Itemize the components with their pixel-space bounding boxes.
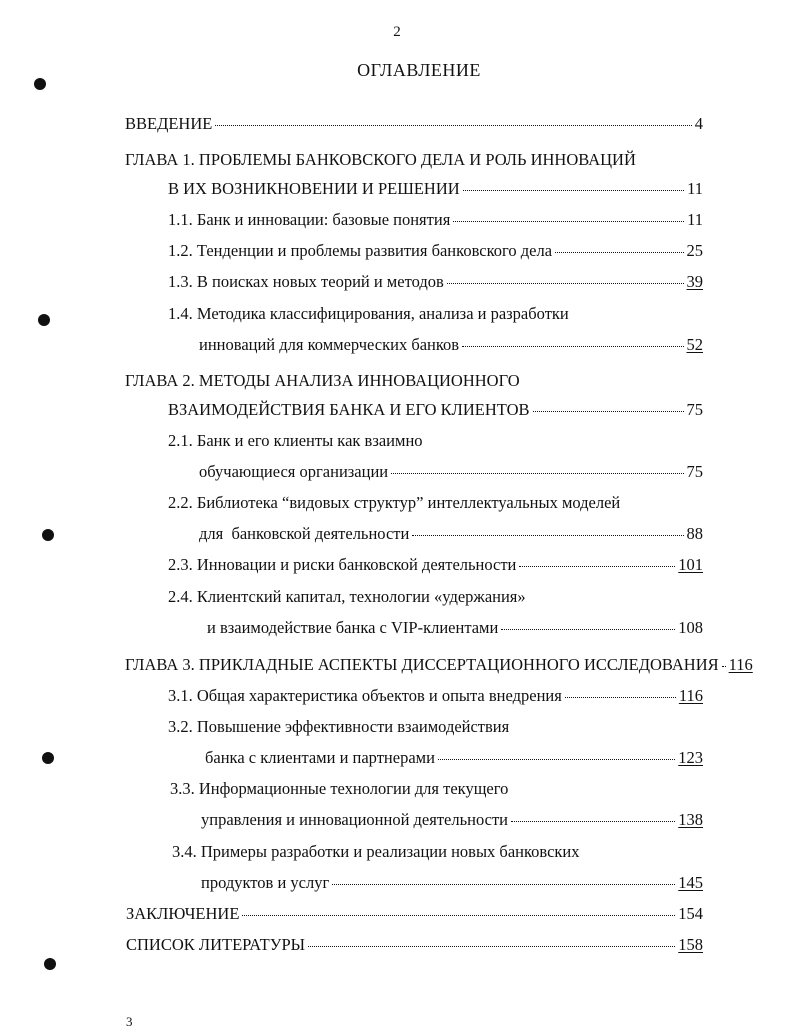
toc-entry-page: 116 bbox=[728, 655, 753, 674]
toc-entry-page: 52 bbox=[686, 335, 703, 354]
toc-entry[interactable] bbox=[125, 114, 703, 136]
toc-entry-label: обучающиеся организации bbox=[199, 462, 389, 481]
toc-entry-label: 3.2. Повышение эффективности взаимодействия bbox=[168, 717, 510, 736]
toc-entry[interactable] bbox=[199, 524, 703, 546]
toc-entry[interactable] bbox=[199, 462, 703, 484]
dot-leader bbox=[555, 252, 683, 253]
toc-entry-page: 154 bbox=[678, 904, 703, 923]
toc-entry[interactable] bbox=[199, 335, 703, 357]
dot-leader bbox=[447, 283, 684, 284]
toc-entry-label: банка с клиентами и партнерами bbox=[205, 748, 435, 767]
dot-leader bbox=[533, 411, 684, 412]
toc-entry[interactable] bbox=[168, 241, 703, 263]
toc-entry-page: 101 bbox=[678, 555, 703, 574]
toc-entry-label: ВВЕДЕНИЕ bbox=[125, 114, 213, 133]
toc-entry bbox=[125, 371, 520, 393]
toc-entry-page: 11 bbox=[687, 210, 703, 229]
toc-entry-label: 1.2. Тенденции и проблемы развития банковского дела bbox=[168, 241, 553, 260]
toc-entry[interactable] bbox=[168, 210, 703, 232]
punch-hole bbox=[42, 752, 54, 764]
toc-entry bbox=[125, 150, 636, 172]
toc-entry bbox=[170, 779, 508, 801]
toc-entry-label: 1.3. В поисках новых теорий и методов bbox=[168, 272, 444, 291]
toc-entry-page: 116 bbox=[678, 686, 703, 705]
dot-leader bbox=[722, 666, 726, 667]
toc-entry-page: 145 bbox=[678, 873, 703, 892]
toc-entry-label: управления и инновационной деятельности bbox=[201, 810, 508, 829]
toc-entry-label: 3.1. Общая характеристика объектов и опыта внедрения bbox=[168, 686, 562, 705]
dot-leader bbox=[511, 821, 675, 822]
toc-entry-label: инноваций для коммерческих банков bbox=[199, 335, 460, 354]
toc-entry-page: 138 bbox=[678, 810, 703, 829]
toc-entry bbox=[168, 431, 423, 453]
toc-entry-page: 11 bbox=[687, 179, 703, 198]
toc-entry-label: ВЗАИМОДЕЙСТВИЯ БАНКА И ЕГО КЛИЕНТОВ bbox=[168, 400, 530, 419]
dot-leader bbox=[463, 190, 684, 191]
toc-entry-label: ГЛАВА 3. ПРИКЛАДНЫЕ АСПЕКТЫ ДИССЕРТАЦИОННОГО ИССЛЕДОВАНИЯ bbox=[125, 655, 719, 674]
next-page-number: 3 bbox=[126, 1014, 133, 1029]
toc-entry-page: 4 bbox=[694, 114, 703, 133]
toc-entry[interactable] bbox=[205, 748, 703, 770]
dot-leader bbox=[242, 915, 675, 916]
toc-entry-label: 1.4. Методика классифицирования, анализа и разработки bbox=[168, 304, 569, 323]
toc-entry-page: 88 bbox=[686, 524, 703, 543]
toc-entry[interactable] bbox=[168, 400, 703, 422]
page-number: 2 bbox=[393, 24, 401, 40]
toc-entry-page: 75 bbox=[686, 400, 703, 419]
toc-entry-label: для банковской деятельности bbox=[199, 524, 410, 543]
toc-entry-label: ГЛАВА 1. ПРОБЛЕМЫ БАНКОВСКОГО ДЕЛА И РОЛЬ ИННОВАЦИЙ bbox=[125, 150, 636, 169]
dot-leader bbox=[308, 946, 675, 947]
toc-entry bbox=[168, 493, 620, 515]
toc-entry-label: ЗАКЛЮЧЕНИЕ bbox=[126, 904, 240, 923]
dot-leader bbox=[453, 221, 684, 222]
toc-entry[interactable] bbox=[201, 873, 703, 895]
toc-entry-page: 158 bbox=[678, 935, 703, 954]
toc-entry bbox=[172, 842, 580, 864]
toc-entry-label: 1.1. Банк и инновации: базовые понятия bbox=[168, 210, 451, 229]
toc-entry-page: 25 bbox=[686, 241, 703, 260]
dot-leader bbox=[438, 759, 675, 760]
toc-entry bbox=[168, 717, 509, 739]
toc-entry[interactable] bbox=[125, 655, 753, 677]
toc-entry[interactable] bbox=[168, 272, 703, 294]
toc-entry bbox=[168, 304, 569, 326]
toc-entry-page: 75 bbox=[686, 462, 703, 481]
toc-entry-label: 2.3. Инновации и риски банковской деятельности bbox=[168, 555, 517, 574]
punch-hole bbox=[38, 314, 50, 326]
toc-entry-label: 2.2. Библиотека “видовых структур” интеллектуальных моделей bbox=[168, 493, 621, 512]
toc-entry-label: продуктов и услуг bbox=[201, 873, 330, 892]
toc-entry-label: СПИСОК ЛИТЕРАТУРЫ bbox=[126, 935, 306, 954]
toc-entry[interactable] bbox=[126, 935, 703, 957]
toc-entry-label: 3.3. Информационные технологии для текущего bbox=[170, 779, 509, 798]
dot-leader bbox=[462, 346, 683, 347]
punch-hole bbox=[34, 78, 46, 90]
toc-entry-label: и взаимодействие банка с VIP-клиентами bbox=[207, 618, 499, 637]
toc-entry-page: 123 bbox=[678, 748, 703, 767]
dot-leader bbox=[565, 697, 676, 698]
toc-entry[interactable] bbox=[168, 179, 703, 201]
toc-entry-label: ГЛАВА 2. МЕТОДЫ АНАЛИЗА ИННОВАЦИОННОГО bbox=[125, 371, 520, 390]
dot-leader bbox=[501, 629, 675, 630]
toc-entry-label: 2.1. Банк и его клиенты как взаимно bbox=[168, 431, 423, 450]
punch-hole bbox=[42, 529, 54, 541]
dot-leader bbox=[332, 884, 675, 885]
dot-leader bbox=[519, 566, 675, 567]
toc-entry-page: 39 bbox=[686, 272, 703, 291]
punch-hole bbox=[44, 958, 56, 970]
toc-entry-page: 108 bbox=[678, 618, 703, 637]
toc-entry[interactable] bbox=[126, 904, 703, 926]
toc-entry[interactable] bbox=[168, 686, 703, 708]
dot-leader bbox=[215, 125, 691, 126]
toc-entry-label: 3.4. Примеры разработки и реализации новых банковских bbox=[172, 842, 580, 861]
toc-entry[interactable] bbox=[168, 555, 703, 577]
dot-leader bbox=[391, 473, 683, 474]
toc-entry-label: 2.4. Клиентский капитал, технологии «удержания» bbox=[168, 587, 526, 606]
toc-entry-label: В ИХ ВОЗНИКНОВЕНИИ И РЕШЕНИИ bbox=[168, 179, 460, 198]
toc-entry[interactable] bbox=[201, 810, 703, 832]
page-title: ОГЛАВЛЕНИЕ bbox=[357, 60, 481, 80]
toc-entry bbox=[168, 587, 526, 609]
toc-entry[interactable] bbox=[207, 618, 703, 640]
dot-leader bbox=[412, 535, 683, 536]
